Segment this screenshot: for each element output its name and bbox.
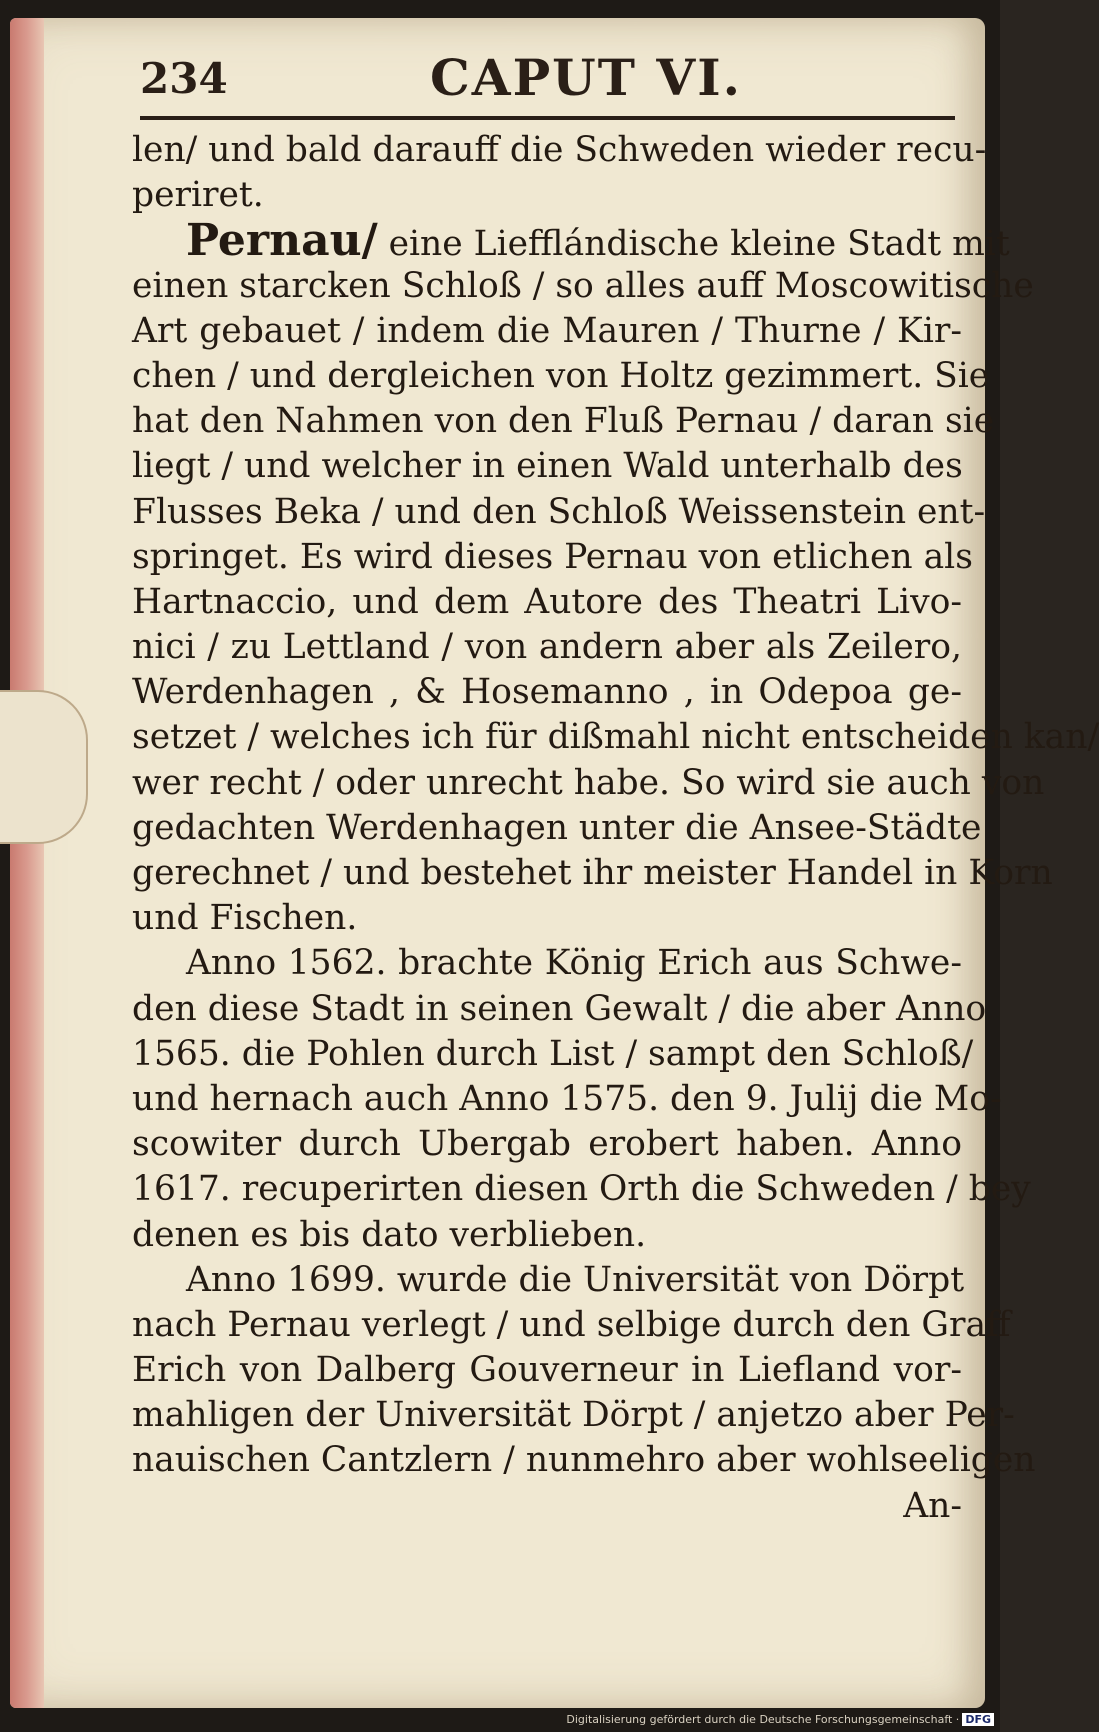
- text-line: Anno 1699. wurde die Universität von Dörpt: [186, 1259, 965, 1300]
- text-line: nauischen Cantzlern / nunmehro aber wohlseeligen: [132, 1440, 1036, 1481]
- text-line: und Fischen.: [132, 898, 358, 939]
- text-line: Art gebauet / indem die Mauren / Thurne / Kir-: [132, 310, 962, 351]
- text-line: gedachten Werdenhagen unter die Ansee-Städte: [132, 807, 982, 848]
- text-line: und hernach auch Anno 1575. den 9. Julij die Mo-: [132, 1078, 1002, 1119]
- header-rule: [140, 116, 955, 120]
- text-line: nach Pernau verlegt / und selbige durch den Graff: [132, 1304, 1011, 1345]
- text-line: Flusses Beka / und den Schloß Weissenstein ent-: [132, 491, 986, 532]
- text-line: [132, 215, 1010, 267]
- text-line: Anno 1562. brachte König Erich aus Schwe-: [186, 943, 962, 984]
- running-head: CAPUT VI.: [430, 48, 742, 107]
- text-line: denen es bis dato verblieben.: [132, 1214, 647, 1255]
- text-line: periret.: [132, 175, 264, 216]
- text-line: mahligen der Universität Dörpt / anjetzo aber Per-: [132, 1395, 1015, 1436]
- text-line: springet. Es wird dieses Pernau von etlichen als: [132, 536, 973, 577]
- page-edge: [10, 18, 44, 1708]
- credit-text: Digitalisierung gefördert durch die Deutsche Forschungsgemeinschaft ·: [566, 1713, 960, 1726]
- text-line: einen starcken Schloß / so alles auff Moscowitische: [132, 265, 1034, 306]
- digitization-credit: [566, 1713, 994, 1726]
- text-line: Hartnaccio, und dem Autore des Theatri Livo-: [132, 581, 962, 622]
- text-line: liegt / und welcher in einen Wald unterhalb des: [132, 446, 963, 487]
- text-line: den diese Stadt in seinen Gewalt / die aber Anno: [132, 988, 987, 1029]
- text-line: chen / und dergleichen von Holtz gezimmert. Sie: [132, 355, 990, 396]
- text-line: 1565. die Pohlen durch List / sampt den Schloß/: [132, 1033, 974, 1074]
- text-line: len/ und bald darauff die Schweden wieder recu-: [132, 130, 987, 170]
- dfg-logo: DFG: [962, 1713, 994, 1726]
- body-text: [132, 128, 1099, 1529]
- text-line: 1617. recuperirten diesen Orth die Schweden / bey: [132, 1169, 1031, 1210]
- text-line: setzet / welches ich für dißmahl nicht entscheiden kan/: [132, 717, 1099, 758]
- text-line: nici / zu Lettland / von andern aber als Zeilero,: [132, 627, 962, 668]
- page-header: [140, 48, 960, 112]
- text-line: gerechnet / und bestehet ihr meister Handel in Korn: [132, 853, 1053, 893]
- text-line: Erich von Dalberg Gouverneur in Liefland vor-: [132, 1350, 962, 1391]
- pernau-heading: Pernau/: [186, 215, 378, 267]
- page-number: 234: [140, 54, 228, 103]
- page-tab: [0, 690, 88, 844]
- catchword: An-: [903, 1485, 962, 1526]
- text-line: hat den Nahmen von den Fluß Pernau / daran sie: [132, 401, 995, 442]
- text-line: Werdenhagen , & Hosemanno , in Odepoa ge-: [132, 672, 962, 713]
- text-line-rest: eine Liefflándische kleine Stadt mit: [388, 224, 1010, 265]
- text-line: scowiter durch Ubergab erobert haben. Anno: [132, 1124, 962, 1165]
- text-line: wer recht / oder unrecht habe. So wird sie auch von: [132, 762, 1045, 803]
